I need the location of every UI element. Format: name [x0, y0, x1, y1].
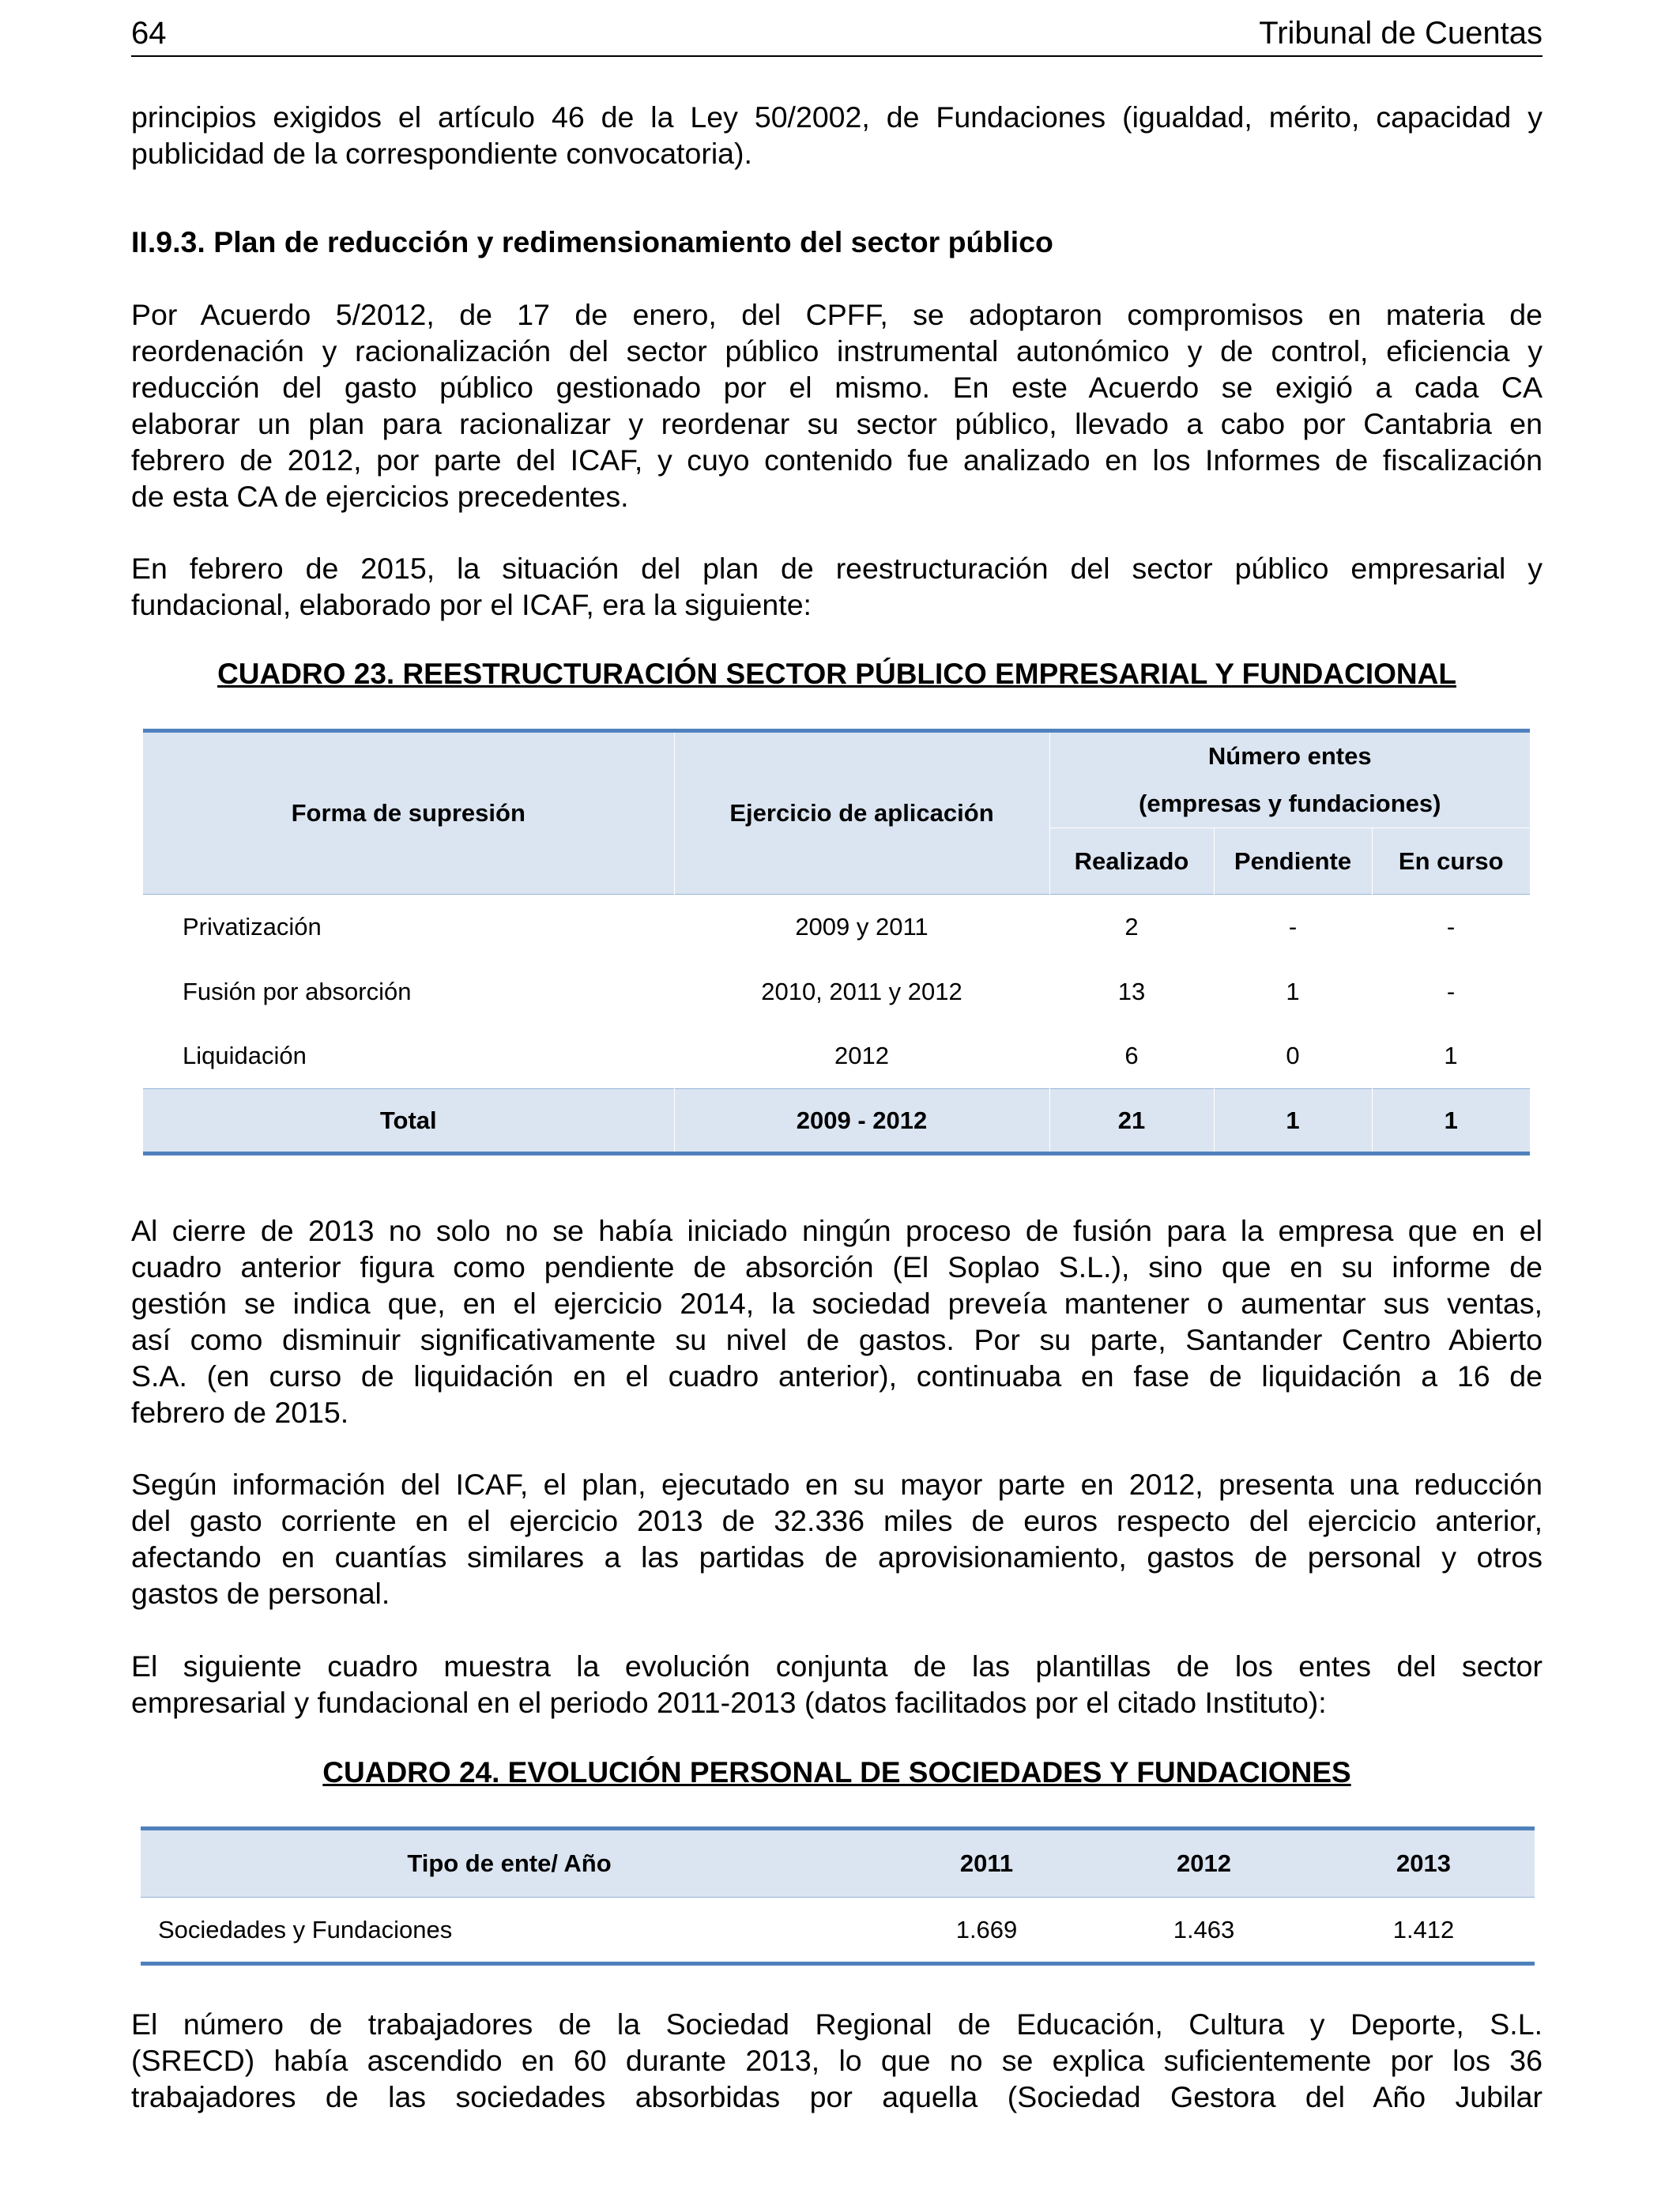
- text-line: En febrero de 2015, la situación del plan de reestructuración del sector público empresarial y: [131, 552, 1543, 585]
- cell-ejercicio: 2010, 2011 y 2012: [761, 977, 962, 1005]
- total-label: Total: [143, 1089, 674, 1154]
- text-line: febrero de 2012, por parte del ICAF, y cuyo contenido fue analizado en los Informes de fiscalización: [131, 443, 1543, 477]
- text-line: Según información del ICAF, el plan, ejecutado en su mayor parte en 2012, presenta una reducción: [131, 1468, 1543, 1501]
- cuadro-23-title: CUADRO 23. REESTRUCTURACIÓN SECTOR PÚBLICO EMPRESARIAL Y FUNDACIONAL: [217, 658, 1456, 690]
- text-line: El número de trabajadores de la Sociedad Regional de Educación, Cultura y Deporte, S.L.: [131, 2007, 1543, 2041]
- cell-en-curso: -: [1372, 895, 1530, 959]
- cell-pendiente: -: [1214, 895, 1372, 959]
- cell-en-curso: -: [1446, 977, 1456, 1005]
- cuadro-24-table: [141, 1826, 1535, 1966]
- header-numero-entes-line2: (empresas y fundaciones): [1139, 790, 1441, 817]
- table-row: [141, 1898, 1535, 1964]
- page-number: 64: [131, 16, 167, 51]
- cell-forma: Liquidación: [183, 1042, 307, 1070]
- text-line: así como disminuir significativamente su nivel de gastos. Por su parte, Santander Centro Abierto: [131, 1323, 1543, 1356]
- header-2011: 2011: [878, 1829, 1095, 1898]
- table-header-row: [141, 1829, 1535, 1898]
- page-header: [131, 16, 1543, 57]
- text-line: del gasto corriente en el ejercicio 2013 de 32.336 miles de euros respecto del ejercicio anterior,: [131, 1504, 1543, 1537]
- cell-2011: 1.669: [878, 1898, 1095, 1964]
- cell-realizado: 6: [1124, 1042, 1139, 1070]
- text-line: fundacional, elaborado por el ICAF, era la siguiente:: [131, 588, 812, 621]
- text-line: Al cierre de 2013 no solo no se había iniciado ningún proceso de fusión para la empresa que en el: [131, 1214, 1543, 1247]
- cell-ejercicio: 2012: [834, 1042, 889, 1070]
- cell-pendiente: 0: [1286, 1042, 1300, 1070]
- total-pendiente: 1: [1214, 1089, 1372, 1154]
- paragraph-acuerdo-cpff: [131, 296, 1543, 515]
- table-header-row: [143, 731, 1530, 828]
- cell-2012: 1.463: [1095, 1898, 1313, 1964]
- cell-forma: Fusión por absorción: [183, 977, 412, 1005]
- cell-realizado: 2: [1049, 895, 1214, 959]
- text-line: febrero de 2015.: [131, 1396, 349, 1429]
- text-line: trabajadores de las sociedades absorbidas por aquella (Sociedad Gestora del Año Jubilar: [131, 2080, 1543, 2113]
- text-line: (SRECD) había ascendido en 60 durante 2013, lo que no se explica suficientemente por los 36: [131, 2044, 1543, 2077]
- text-line: S.A. (en curso de liquidación en el cuadro anterior), continuaba en fase de liquidación a 16 de: [131, 1359, 1543, 1393]
- total-en-curso: 1: [1372, 1089, 1530, 1154]
- text-line: reducción del gasto público gestionado por el mismo. En este Acuerdo se exigió a cada CA: [131, 371, 1543, 404]
- table-row: [143, 1024, 1530, 1089]
- text-line: afectando en cuantías similares a las partidas de aprovisionamiento, gastos de personal y otros: [131, 1540, 1543, 1574]
- cuadro-23-table: [143, 729, 1530, 1155]
- header-realizado: Realizado: [1049, 828, 1214, 895]
- section-heading: II.9.3. Plan de reducción y redimensionamiento del sector público: [131, 225, 1053, 258]
- paragraph-cierre-2013: [131, 1212, 1543, 1431]
- text-line: publicidad de la correspondiente convocatoria).: [131, 137, 752, 170]
- text-line: empresarial y fundacional en el periodo 2011-2013 (datos facilitados por el citado Instituto):: [131, 1686, 1327, 1719]
- cell-tipo-ente: Sociedades y Fundaciones: [141, 1898, 878, 1964]
- cell-pendiente: 1: [1286, 977, 1300, 1005]
- cuadro-24-title: CUADRO 24. EVOLUCIÓN PERSONAL DE SOCIEDADES Y FUNDACIONES: [322, 1756, 1351, 1789]
- total-ejercicio: 2009 - 2012: [674, 1089, 1049, 1154]
- text-line: Por Acuerdo 5/2012, de 17 de enero, del CPFF, se adoptaron compromisos en materia de: [131, 298, 1543, 331]
- cell-ejercicio: 2009 y 2011: [674, 895, 1049, 959]
- header-numero-entes-line1: Número entes: [1207, 742, 1372, 770]
- total-realizado: 21: [1049, 1089, 1214, 1154]
- text-line: gestión se indica que, en el ejercicio 2014, la sociedad preveía mantener o aumentar sus ventas,: [131, 1287, 1543, 1320]
- paragraph-fundaciones-principios: [131, 99, 1543, 172]
- header-2012: 2012: [1095, 1829, 1313, 1898]
- cell-realizado: 13: [1117, 977, 1146, 1005]
- table-row: [143, 895, 1530, 959]
- paragraph-srecd: [131, 2006, 1543, 2115]
- paragraph-evolucion-plantillas: [131, 1648, 1543, 1721]
- cell-en-curso: 1: [1444, 1042, 1458, 1070]
- text-line: gastos de personal.: [131, 1577, 390, 1610]
- paragraph-informacion-icaf: [131, 1466, 1543, 1612]
- cell-forma: Privatización: [143, 895, 674, 959]
- header-tipo-ente: Tipo de ente/ Año: [141, 1829, 878, 1898]
- cell-2013: 1.412: [1313, 1898, 1535, 1964]
- table-row: [143, 959, 1530, 1024]
- text-line: El siguiente cuadro muestra la evolución conjunta de las plantillas de los entes del sector: [131, 1649, 1543, 1683]
- header-ejercicio-aplicacion: Ejercicio de aplicación: [674, 731, 1049, 895]
- header-forma-supresion: Forma de supresión: [143, 731, 674, 895]
- header-pendiente: Pendiente: [1214, 828, 1372, 895]
- header-numero-entes: [1049, 731, 1530, 828]
- header-title: Tribunal de Cuentas: [1259, 16, 1543, 51]
- header-2013: 2013: [1313, 1829, 1535, 1898]
- text-line: reordenación y racionalización del sector público instrumental autonómico y de control, eficiencia y: [131, 334, 1543, 368]
- paragraph-febrero-2015: [131, 550, 1543, 623]
- text-line: cuadro anterior figura como pendiente de absorción (El Soplao S.L.), sino que en su informe de: [131, 1250, 1543, 1284]
- header-en-curso: En curso: [1372, 828, 1530, 895]
- table-total-row: [143, 1089, 1530, 1154]
- text-line: principios exigidos el artículo 46 de la Ley 50/2002, de Fundaciones (igualdad, mérito, capacidad y: [131, 100, 1543, 134]
- text-line: de esta CA de ejercicios precedentes.: [131, 480, 629, 513]
- text-line: elaborar un plan para racionalizar y reordenar su sector público, llevado a cabo por Cantabria en: [131, 407, 1543, 440]
